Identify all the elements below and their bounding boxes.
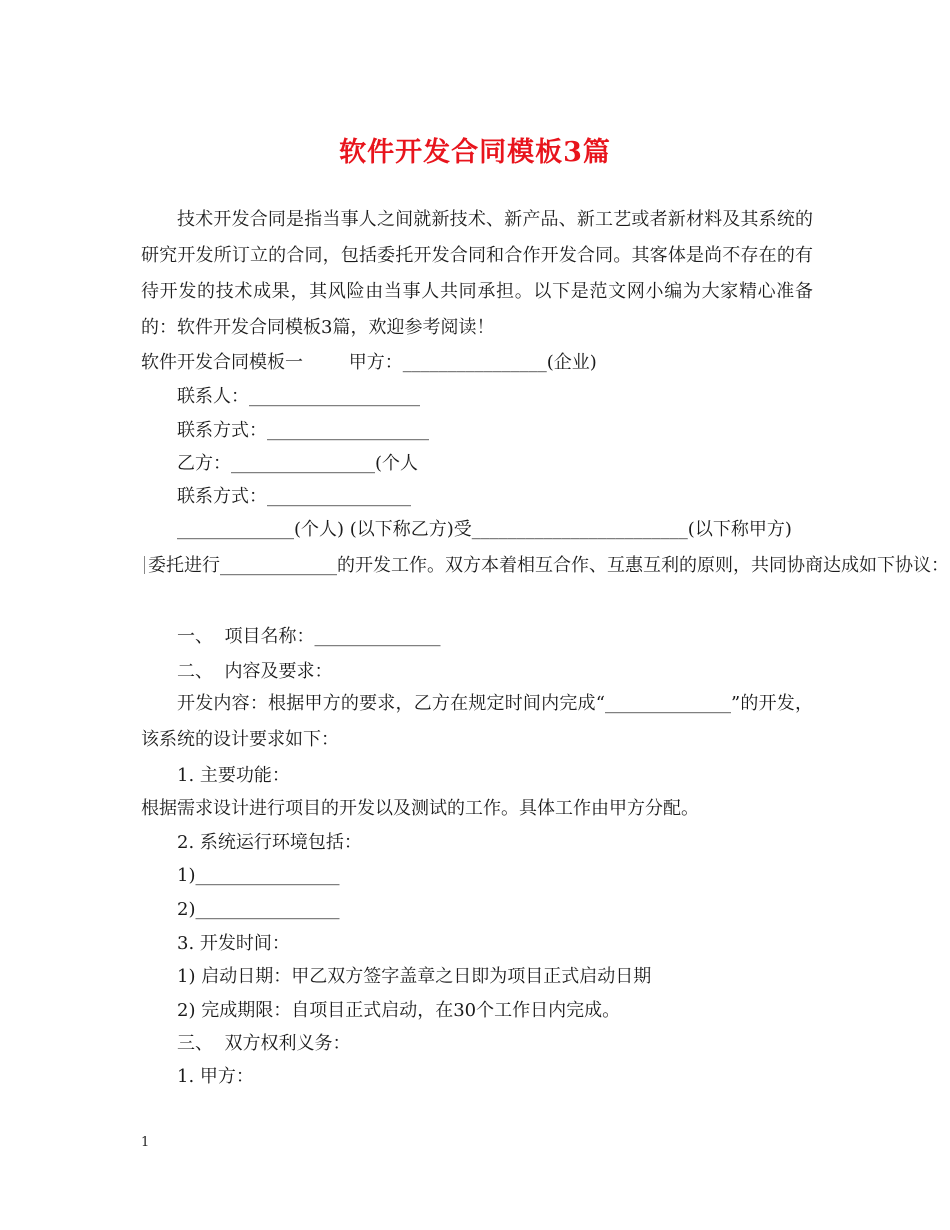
- contact-method-a: 联系方式：__________________: [177, 420, 429, 441]
- item-content-requirements: 二、 内容及要求：: [177, 661, 333, 682]
- sub-main-function-text: 根据需求设计进行项目的开发以及测试的工作。具体工作由甲方分配。: [141, 798, 699, 819]
- document-title: 软件开发合同模板3篇: [339, 137, 611, 168]
- intro-paragraph: 技术开发合同是指当事人之间就新技术、新产品、新工艺或者新材料及其系统的研究开发所订立的合同，包括委托开发合同和合作开发合同。其客体是尚不存在的有待开发的技术成果，其风险由当事人共同承担。以下是范文网小编为大家精心准备的：软件开发合同模板3篇，欢迎参考阅读！: [141, 209, 813, 338]
- party-a-duty: 1. 甲方：: [177, 1066, 254, 1087]
- sub-main-function: 1. 主要功能：: [177, 765, 290, 786]
- dev-content-paragraph: 开发内容：根据甲方的要求，乙方在规定时间内完成“______________”的开发，该系统的设计要求如下：: [141, 693, 813, 750]
- agreement-part2: 委托进行_____________的开发工作。双方本着相互合作、互惠互利的原则，共同协商达成如下协议：: [148, 555, 949, 576]
- section1-heading: 软件开发合同模板一: [141, 352, 303, 373]
- env-item-1: 1)________________: [177, 865, 340, 886]
- agreement-part2-line: [141, 554, 949, 578]
- sub-dev-time: 3. 开发时间：: [177, 933, 290, 954]
- party-b-line: 乙方：________________(个人: [177, 453, 419, 474]
- text-cursor-mark: [144, 556, 145, 574]
- page-number: 1: [141, 1135, 150, 1150]
- item-rights-obligations: 三、 双方权利义务：: [177, 1033, 351, 1054]
- contact-person: 联系人：___________________: [177, 386, 420, 407]
- contact-method-b: 联系方式：________________: [177, 486, 411, 507]
- agreement-part1: _____________(个人) (以下称乙方)受________________________(以下称甲方): [177, 519, 792, 540]
- start-date-line: 1) 启动日期：甲乙双方签字盖章之日即为项目正式启动日期: [177, 966, 652, 987]
- section1-line: [141, 351, 597, 375]
- item-project-name: 一、 项目名称：______________: [177, 626, 441, 647]
- deadline-line: 2) 完成期限：自项目正式启动，在30个工作日内完成。: [177, 1000, 621, 1021]
- sub-runtime-env: 2. 系统运行环境包括：: [177, 832, 362, 853]
- env-item-2: 2)________________: [177, 899, 340, 920]
- party-a-line: 甲方：________________(企业): [348, 352, 597, 373]
